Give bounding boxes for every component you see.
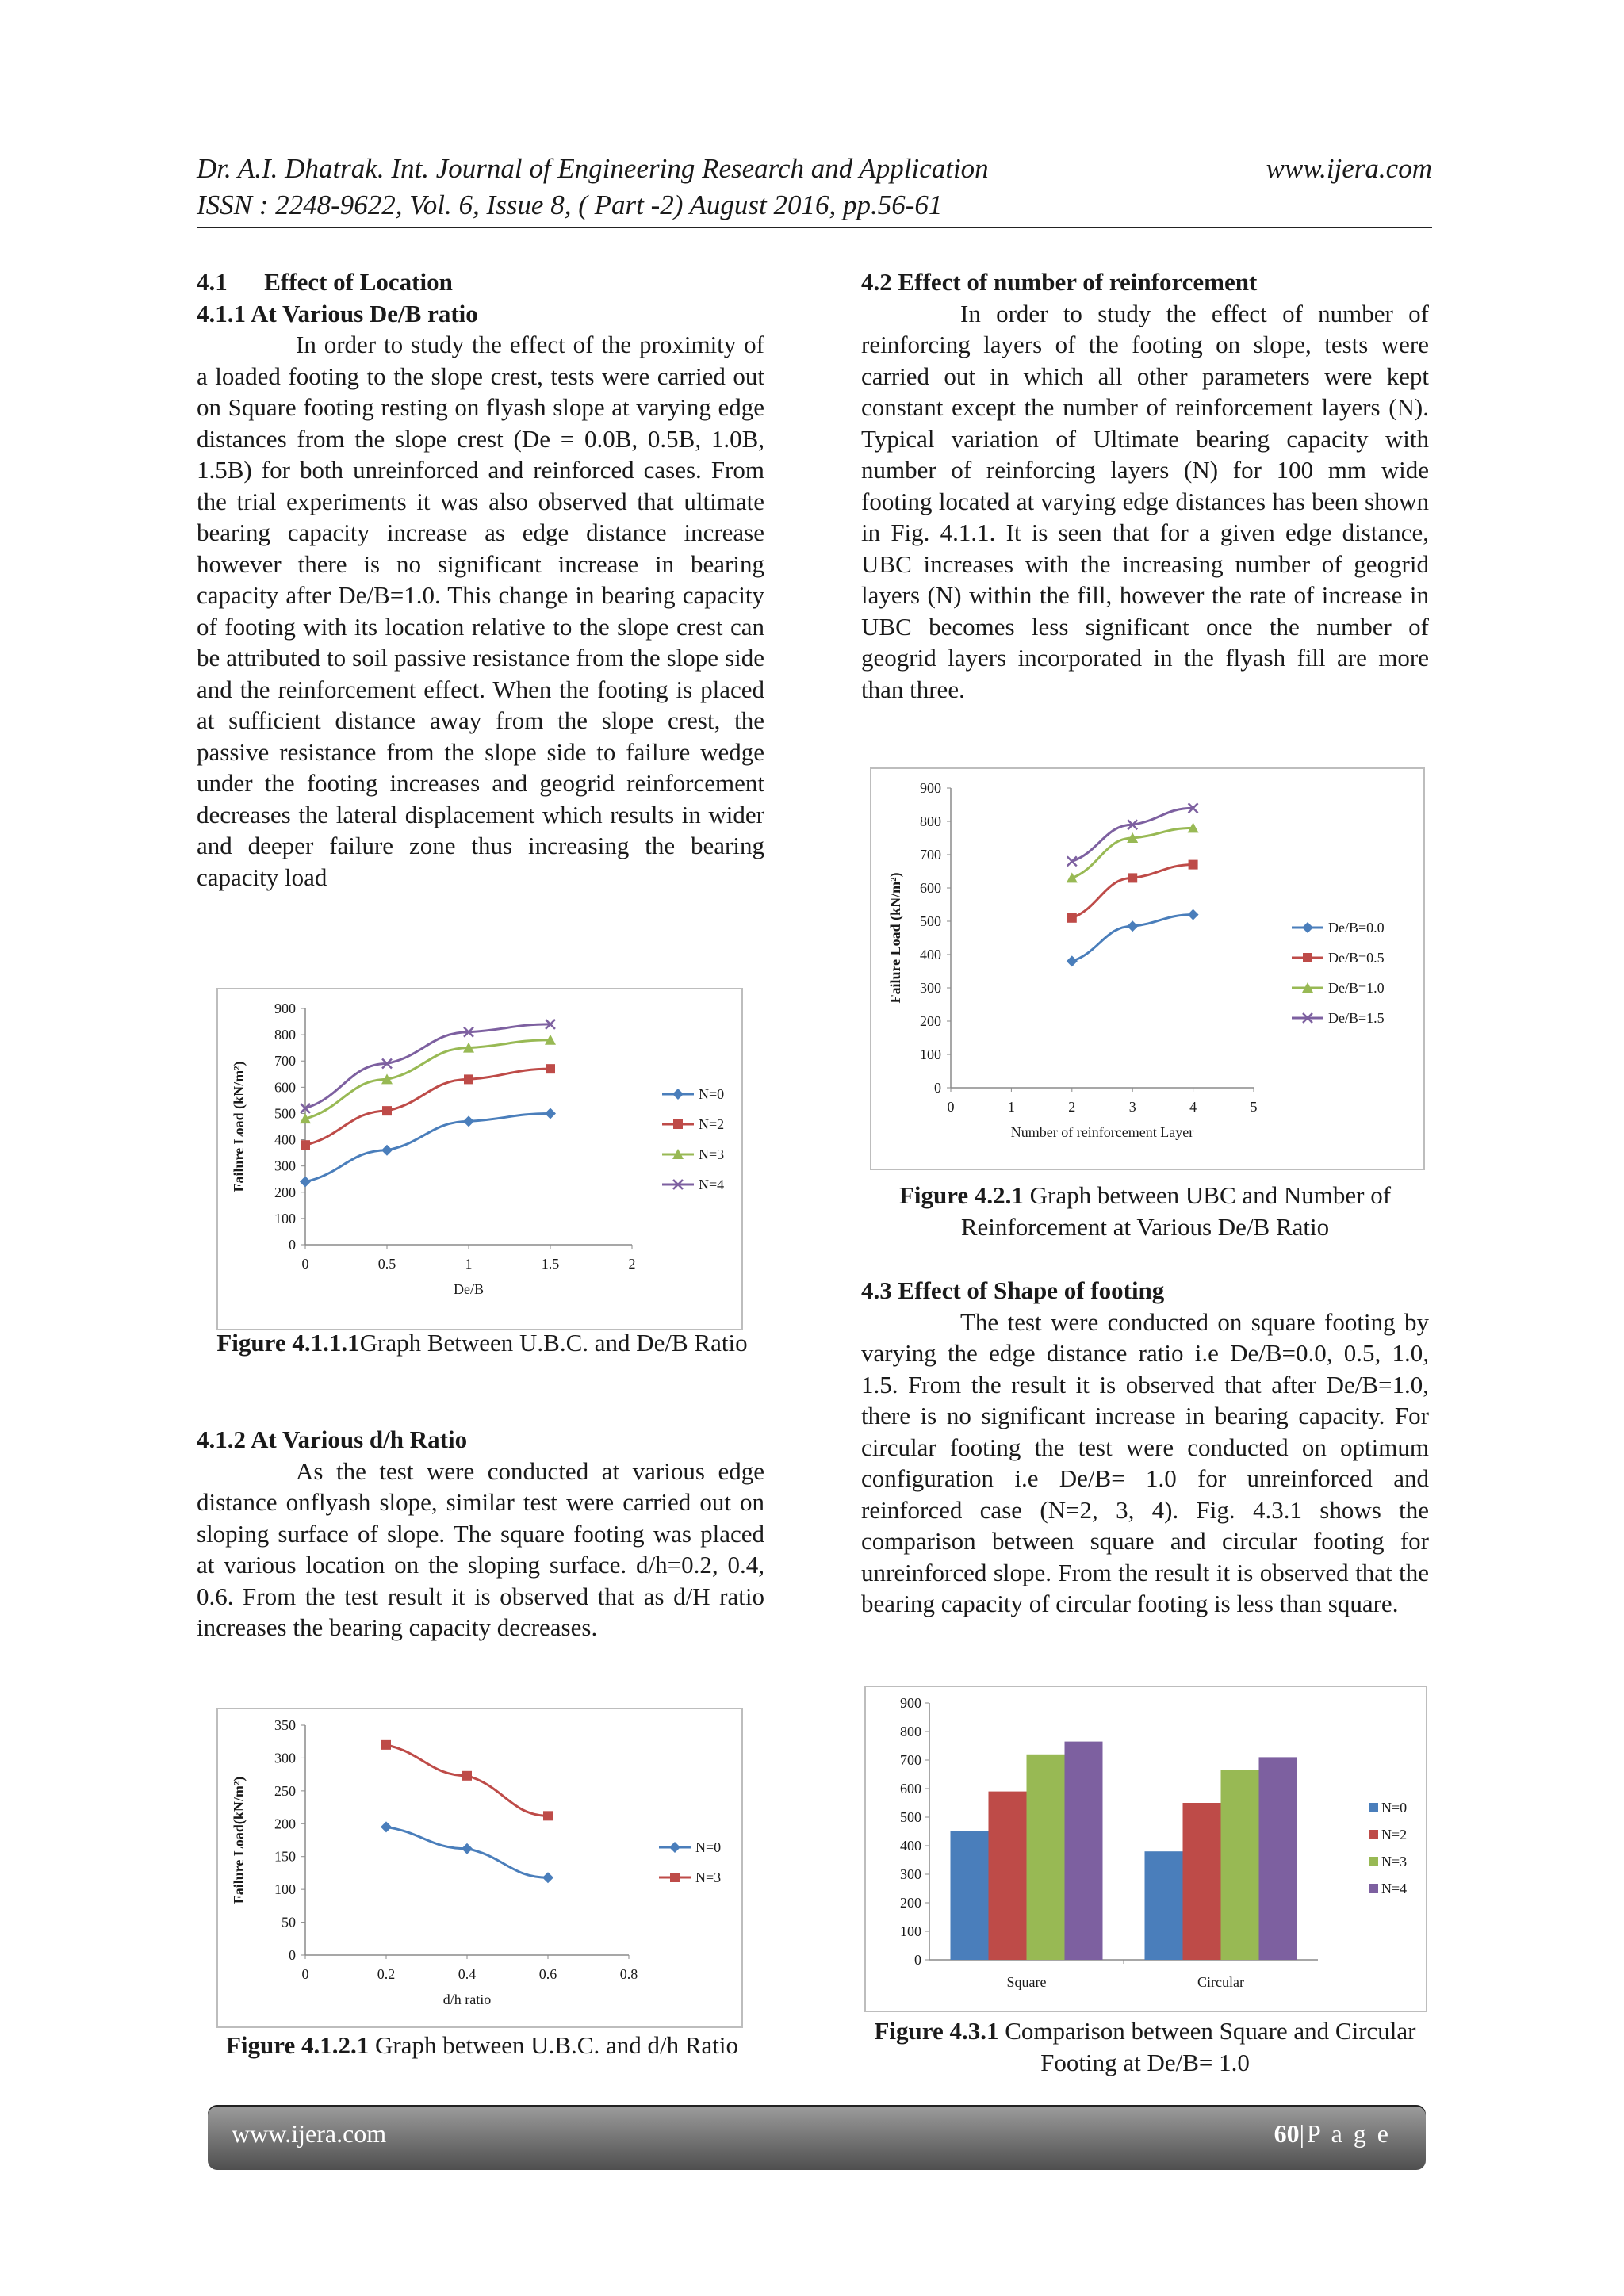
x-tick-label: 0 [947,1099,955,1115]
data-point-N=2 [382,1106,392,1115]
x-tick-label: 2 [628,1256,636,1272]
y-tick-label: 0 [289,1237,296,1253]
figure-4-1-1-1-caption [198,1327,766,1359]
y-axis-title: Failure Load (kN/m²) [231,1061,247,1192]
legend-label-N=4: N=4 [1381,1881,1408,1896]
legend-label-N=0: N=0 [1381,1800,1408,1816]
x-tick-label: 0.8 [619,1966,638,1982]
x-tick-label: 0 [301,1966,309,1982]
x-tick-label: 2 [1068,1099,1076,1115]
section-heading-4-1: 4.1 Effect of Location [197,268,453,296]
x-tick-label: 3 [1128,1099,1136,1115]
page-header [197,151,1432,224]
y-tick-label: 300 [274,1158,296,1174]
data-point-N=0 [463,1115,474,1127]
subsection-heading-4-1-2: 4.1.2 At Various d/h Ratio [197,1425,468,1453]
y-tick-label: 900 [274,1001,296,1016]
y-axis-title: Failure Load(kN/m²) [231,1776,247,1904]
data-point-De/B=0.0 [1188,909,1199,920]
series-line-N=4 [305,1024,550,1108]
y-tick-label: 250 [274,1782,296,1799]
y-tick-label: 400 [920,947,941,962]
subsection-heading-4-1-1: 4.1.1 At Various De/B ratio [197,299,478,327]
caption-text: Graph between U.B.C. and d/h Ratio [369,2031,739,2059]
footer-website[interactable]: www.ijera.com [232,2119,387,2148]
y-tick-label: 900 [900,1695,921,1711]
y-tick-label: 0 [934,1080,941,1096]
legend-label-N=0: N=0 [699,1086,725,1102]
page-number: 60 [1274,2119,1300,2148]
caption-text: Comparison between Square and Circular Footing at De/B= 1.0 [998,2017,1416,2076]
x-tick-label: 1 [1007,1099,1015,1115]
y-axis-title: Failure Load (kN/m²) [887,872,903,1004]
bar-Square-N=3 [1027,1755,1065,1960]
caption-text: Graph between UBC and Number of Reinforcement at Various De/B Ratio [960,1181,1392,1241]
legend-label-De/B=0.0: De/B=0.0 [1328,920,1385,936]
y-tick-label: 150 [274,1848,296,1865]
legend-marker-N=3 [670,1873,680,1882]
y-tick-label: 300 [920,980,941,996]
y-tick-label: 50 [282,1914,296,1931]
y-tick-label: 900 [920,780,941,796]
legend-marker-N=0 [669,1842,680,1853]
bar-Circular-N=0 [1145,1851,1183,1960]
figure-4-2-1-chart [870,767,1425,1170]
data-point-N=0 [462,1843,473,1854]
y-tick-label: 400 [274,1131,296,1148]
caption-label: Figure 4.1.2.1 [225,2031,370,2059]
legend-label-De/B=1.5: De/B=1.5 [1328,1010,1385,1026]
right-column [861,266,1429,705]
left-column-lower [197,1424,764,1644]
data-point-De/B=0.0 [1067,955,1078,966]
page-footer [208,2105,1426,2170]
data-point-De/B=0.0 [1127,920,1138,932]
series-line-N=0 [305,1113,550,1181]
y-tick-label: 500 [274,1105,296,1122]
legend-label-De/B=0.5: De/B=0.5 [1328,950,1385,966]
data-point-N=3 [543,1811,553,1820]
y-tick-label: 200 [920,1013,941,1029]
y-tick-label: 600 [920,880,941,896]
x-tick-label: 1 [465,1256,473,1272]
caption-text: Graph Between U.B.C. and De/B Ratio [359,1329,748,1357]
legend-label-De/B=1.0: De/B=1.0 [1328,980,1385,996]
figure-4-3-1-chart [864,1686,1427,2012]
caption-label: Figure 4.3.1 [874,2017,999,2045]
paragraph-location: In order to study the effect of the proximity of a loaded footing to the slope crest, tests were carried out on Square footing resting on flyash slope at varying edge distances from the slope crest (De = 0.0B, 0.5B, 1.0B, 1.5B) for both unreinforced and reinforced cases. From the trial experiments it was also observed that ultimate bearing capacity increase as edge distance increase however there is no significant increase in bearing capacity after De/B=1.0. This change in bearing capacity of footing with its location relative to the slope crest can be attributed to soil passive resistance from the slope side and the reinforcement effect. When the footing is placed at sufficient distance away from the slope crest, the passive resistance from the slope side to failure wedge under the footing increases and geogrid reinforcement decreases the lateral displacement which results in wider and deeper failure zone thus increasing the bearing capacity load [197,331,764,891]
x-tick-label: 0.2 [377,1966,396,1982]
bar-Square-N=2 [989,1792,1027,1960]
paragraph-reinforcement: In order to study the effect of number of reinforcing layers of the footing on slope, tests were carried out in which all other parameters were kept constant except the number of reinforcement layers (N). Typical variation of Ultimate bearing capacity with number of reinforcing layers (N) for 100 mm wide footing located at varying edge distances has been shown in Fig. 4.1.1. It is seen that for a given edge distance, UBC increases with the increasing number of geogrid layers (N) within the fill, however the rate of increase in UBC becomes less significant once the number of geogrid layers incorporated in the flyash fill are more than three. [861,299,1429,703]
issn-line: ISSN : 2248-9622, Vol. 6, Issue 8, ( Part -2) August 2016, pp.56-61 [197,189,943,220]
x-axis-title: Number of reinforcement Layer [1010,1124,1194,1140]
y-tick-label: 100 [274,1210,296,1226]
bar-Circular-N=4 [1259,1757,1297,1960]
x-tick-label: 0.4 [458,1966,477,1982]
y-tick-label: 400 [900,1838,921,1854]
data-point-N=0 [300,1177,311,1188]
y-tick-label: 0 [914,1952,921,1968]
x-tick-label: 1.5 [541,1256,560,1272]
legend-label-N=3: N=3 [695,1869,722,1885]
figure-4-1-2-1-chart [216,1708,743,2028]
data-point-N=3 [462,1771,472,1781]
section-heading-4-3: 4.3 Effect of Shape of footing [861,1276,1165,1304]
y-tick-label: 600 [900,1781,921,1797]
data-point-N=2 [301,1140,310,1150]
series-line-De/B=0.5 [1072,865,1193,918]
legend-swatch-N=4 [1369,1884,1378,1893]
chart-reinforcement-layers [871,769,1423,1169]
chart-shape-comparison [866,1687,1426,2011]
data-point-N=0 [545,1108,556,1119]
legend-label-N=3: N=3 [699,1146,725,1162]
caption-label: Figure 4.1.1.1 [216,1329,360,1357]
journal-website[interactable]: www.ijera.com [1266,153,1432,184]
data-point-N=0 [381,1145,393,1156]
legend-marker-De/B=0.5 [1303,953,1312,962]
x-axis-title: d/h ratio [442,1992,492,2007]
y-tick-label: 800 [274,1027,296,1043]
bar-Square-N=4 [1065,1742,1103,1960]
left-column [197,266,764,893]
legend-label-N=2: N=2 [1381,1827,1408,1843]
y-tick-label: 700 [274,1053,296,1070]
bar-Circular-N=3 [1221,1770,1259,1960]
figure-4-2-1-caption [861,1180,1429,1243]
y-tick-label: 600 [274,1079,296,1096]
data-point-N=0 [381,1821,392,1832]
x-tick-label: 0.6 [538,1966,557,1982]
data-point-De/B=0.5 [1128,873,1137,882]
y-tick-label: 100 [274,1881,296,1898]
caption-label: Figure 4.2.1 [898,1181,1024,1209]
header-rule [197,227,1432,228]
legend-swatch-N=3 [1369,1857,1378,1866]
page-number-label [1274,2119,1391,2149]
y-tick-label: 500 [900,1809,921,1825]
journal-citation: Dr. A.I. Dhatrak. Int. Journal of Engineering Research and Application [197,153,989,184]
page-word: |P a g e [1299,2119,1391,2148]
paragraph-shape: The test were conducted on square footing by varying the edge distance ratio i.e De/B=0.0, 0.5, 1.0, 1.5. From the result it is observed that after De/B=1.0, there is no significant increase in bearing capacity. For circular footing the test were conducted on optimum configuration i.e De/B= 1.0 for unreinforced and reinforced case (N=2, 3, 4). Fig. 4.3.1 shows the comparison between square and circular footing for unreinforced slope. From the result it is observed that the bearing capacity of circular footing is less than square. [861,1307,1429,1617]
y-tick-label: 100 [900,1923,921,1939]
y-tick-label: 700 [920,847,941,863]
legend-marker-N=2 [673,1119,683,1129]
data-point-N=2 [546,1064,555,1073]
x-category-label: Circular [1197,1974,1244,1990]
x-tick-label: 4 [1189,1099,1197,1115]
section-heading-4-2: 4.2 Effect of number of reinforcement [861,268,1258,296]
legend-swatch-N=0 [1369,1803,1378,1812]
data-point-N=3 [381,1740,391,1750]
figure-4-3-1-caption [861,2015,1429,2079]
y-tick-label: 200 [274,1184,296,1200]
x-tick-label: 0 [301,1256,309,1272]
legend-label-N=3: N=3 [1381,1854,1408,1869]
legend-swatch-N=2 [1369,1830,1378,1839]
y-tick-label: 200 [900,1895,921,1911]
right-column-lower [861,1275,1429,1620]
y-tick-label: 800 [900,1724,921,1739]
data-point-N=0 [542,1872,553,1883]
legend-label-N=0: N=0 [695,1839,722,1855]
y-tick-label: 0 [289,1947,296,1963]
y-tick-label: 700 [900,1752,921,1768]
bar-Square-N=0 [951,1831,989,1960]
figure-4-1-1-1-chart [216,988,743,1330]
x-tick-label: 5 [1250,1099,1258,1115]
bar-Circular-N=2 [1183,1803,1221,1960]
data-point-De/B=0.5 [1067,913,1077,923]
series-line-N=3 [305,1040,550,1119]
chart-dh [218,1709,741,2026]
y-tick-label: 100 [920,1047,941,1062]
y-tick-label: 300 [274,1750,296,1766]
chart-de-b [218,989,741,1329]
figure-4-1-2-1-caption [198,2030,766,2061]
legend-label-N=4: N=4 [699,1177,725,1192]
y-tick-label: 200 [274,1816,296,1832]
data-point-De/B=0.5 [1189,860,1198,870]
y-tick-label: 350 [274,1717,296,1733]
x-tick-label: 0.5 [377,1256,396,1272]
x-axis-title: De/B [454,1281,484,1297]
data-point-N=2 [464,1074,473,1084]
y-tick-label: 500 [920,913,941,929]
x-category-label: Square [1006,1974,1047,1990]
y-tick-label: 300 [900,1866,921,1882]
legend-label-N=2: N=2 [699,1116,725,1132]
legend-marker-De/B=0.0 [1302,922,1313,933]
paragraph-dh-ratio: As the test were conducted at various edge distance onflyash slope, similar test were carried out on sloping surface of slope. The square footing was placed at various location on the sloping surface. d/h=0.2, 0.4, 0.6. From the test result it is observed that as d/H ratio increases the bearing capacity decreases. [197,1456,764,1641]
legend-marker-N=0 [672,1089,684,1100]
y-tick-label: 800 [920,813,941,829]
